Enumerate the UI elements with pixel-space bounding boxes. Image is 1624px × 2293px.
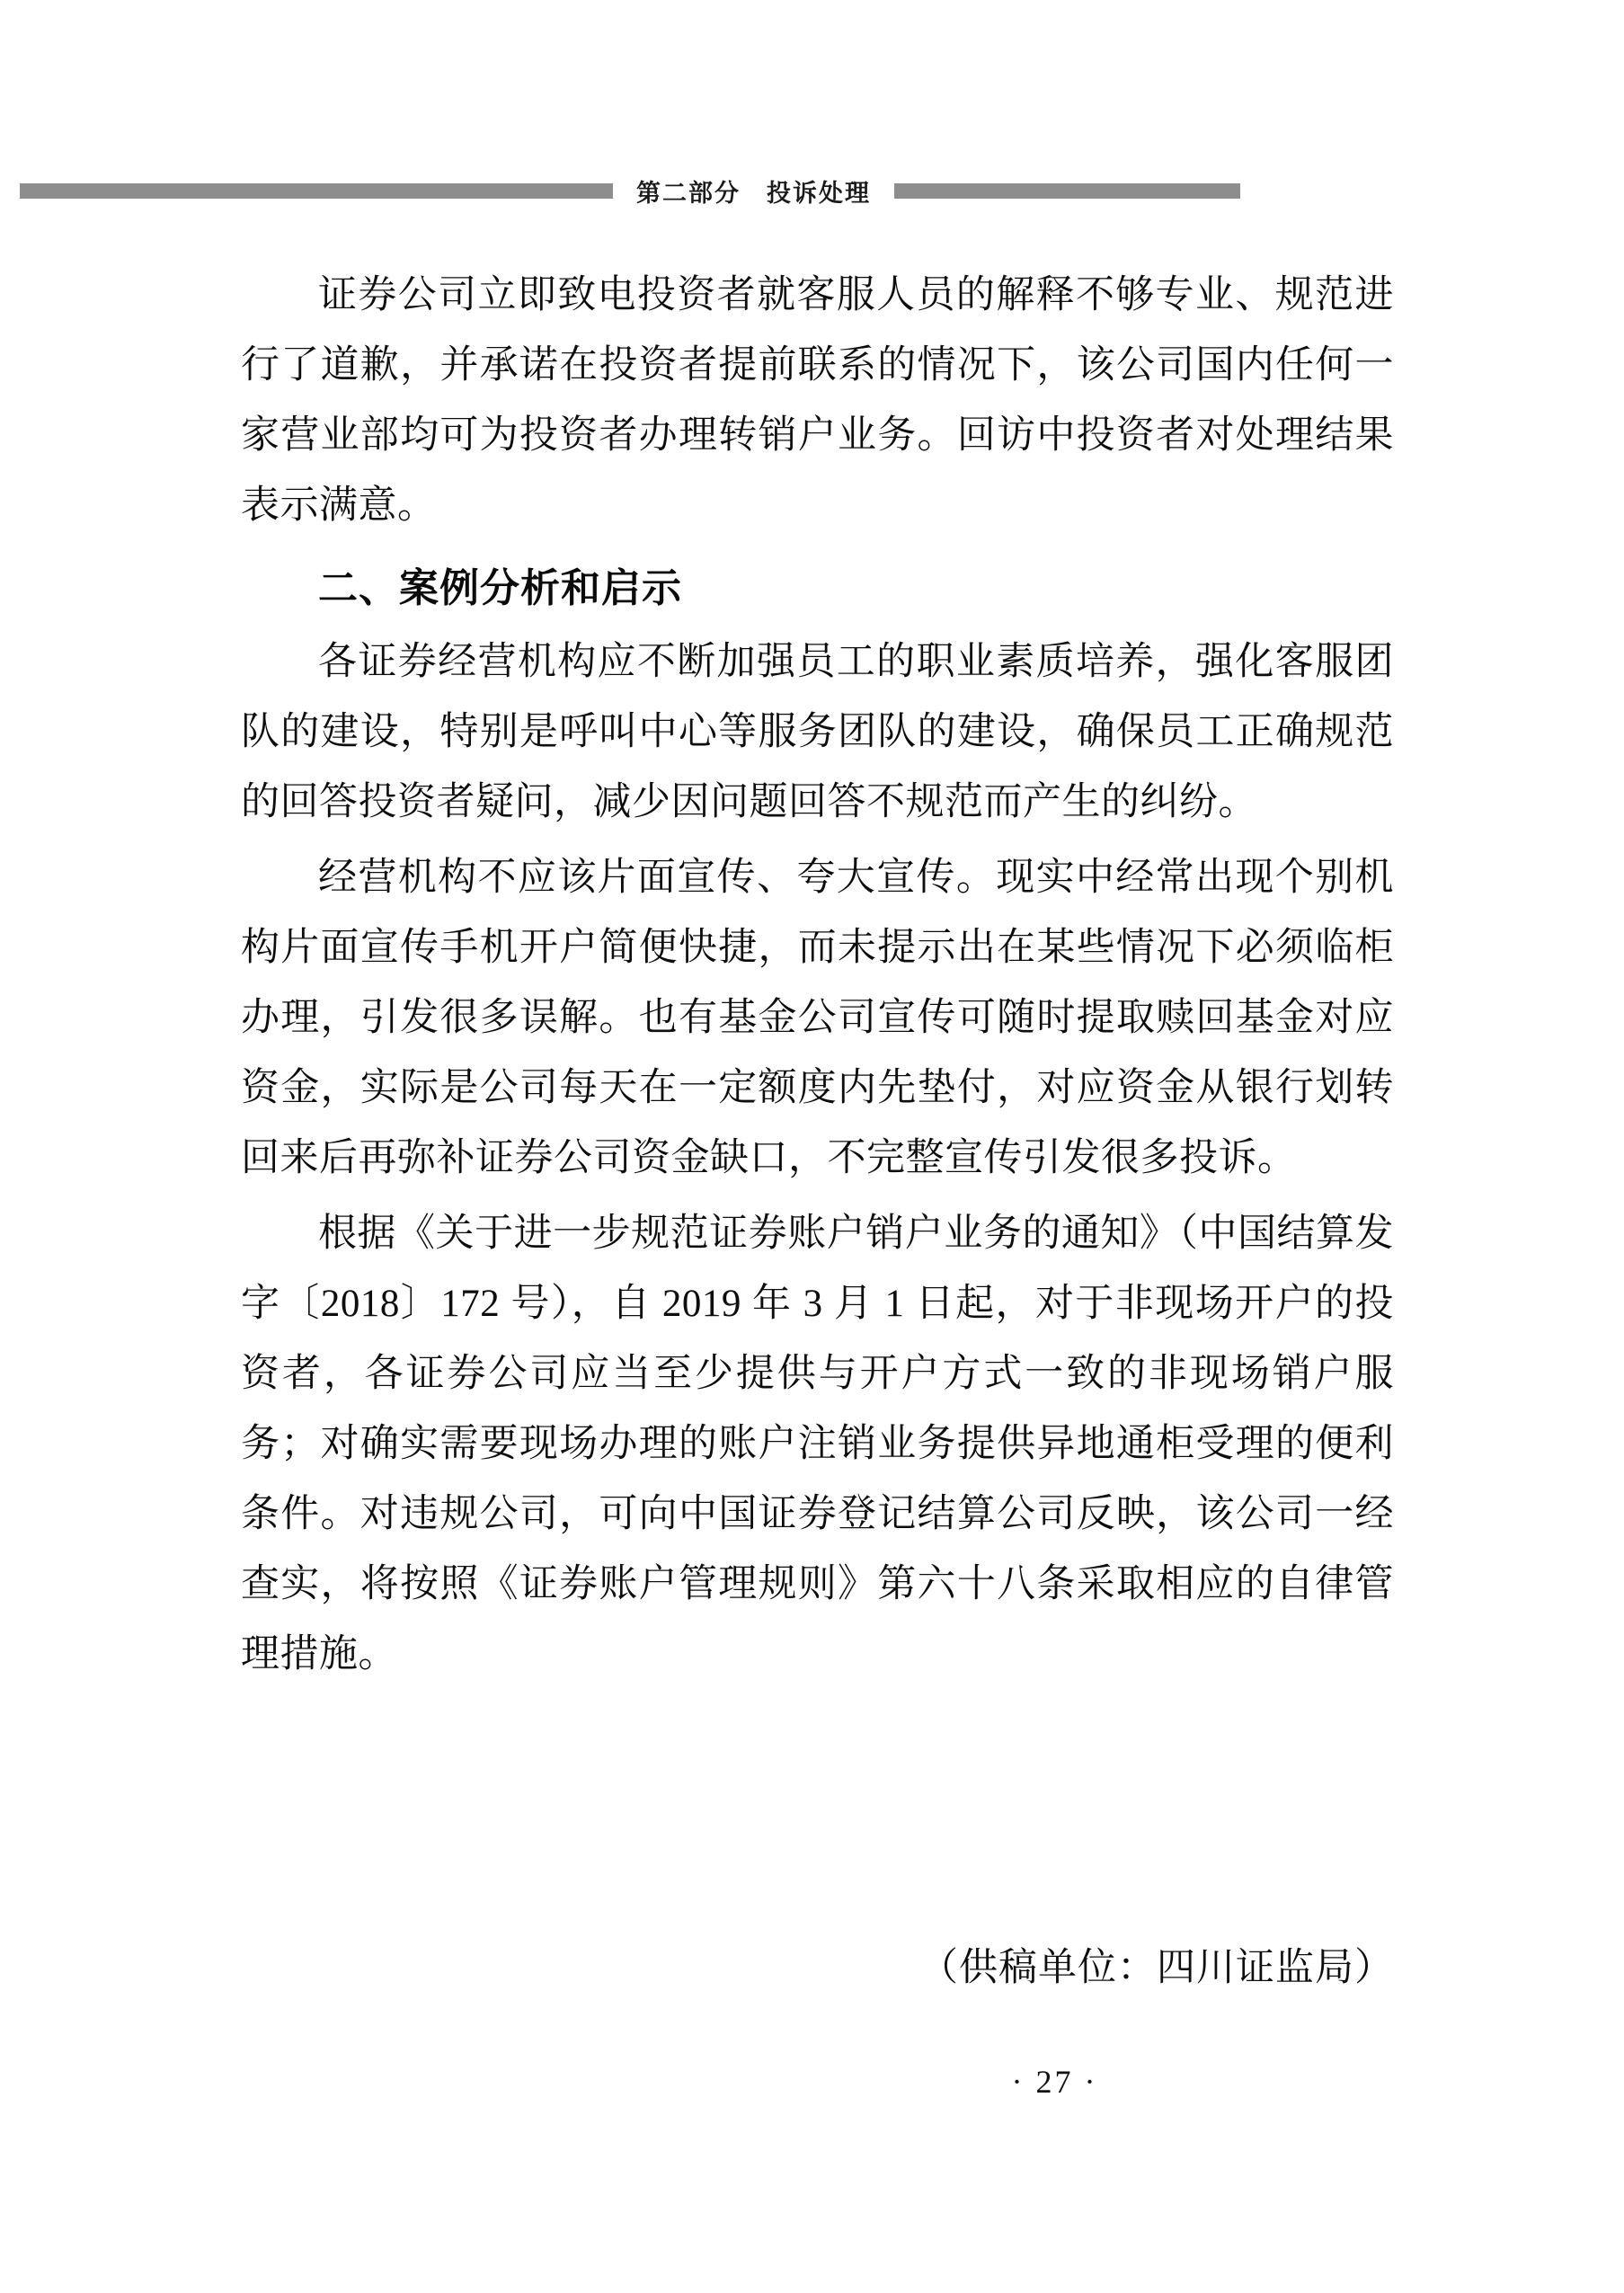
source-attribution: （供稿单位：四川证监局） — [919, 1947, 1394, 1989]
page-body — [241, 261, 1394, 1690]
section-heading: 二、案例分析和启示 — [318, 566, 682, 610]
header-title: 第二部分 投诉处理 — [636, 179, 871, 207]
page-number — [0, 2063, 1624, 2101]
header-rule-right — [894, 183, 1240, 199]
paragraph: 经营机构不应该片面宣传、夸大宣传。现实中经常出现个别机构片面宣传手机开户简便快捷，而未提示出在某些情况下必须临柜办理，引发很多误解。也有基金公司宣传可随时提取赎回基金对应资金，实际是公司每天在一定额度内先垫付，对应资金从银行划转回来后再弥补证券公司资金缺口，不完整宣传引发很多投诉。 — [241, 857, 1394, 1179]
paragraph: 各证券经营机构应不断加强员工的职业素质培养，强化客服团队的建设，特别是呼叫中心等服务团队的建设，确保员工正确规范的回答投资者疑问，减少因问题回答不规范而产生的纠纷。 — [241, 641, 1394, 823]
running-header — [0, 176, 1624, 205]
page-number-label: · 27 · — [1011, 2064, 1098, 2100]
paragraph: 证券公司立即致电投资者就客服人员的解释不够专业、规范进行了道歉，并承诺在投资者提前联系的情况下，该公司国内任何一家营业部均可为投资者办理转销户业务。回访中投资者对处理结果表示满意。 — [241, 274, 1394, 527]
paragraph: 根据《关于进一步规范证券账户销户业务的通知》（中国结算发字〔2018〕172 号），自 2019 年 3 月 1 日起，对于非现场开户的投资者，各证券公司应当至少提供与开户方式一致的非现场销户服务；对确实需要现场办理的账户注销业务提供异地通柜受理的便利条件。对违规公司，可向中国证券登记结算公司反映，该公司一经查实，将按照《证券账户管理规则》第六十八条采取相应的自律管理措施。 — [241, 1213, 1394, 1675]
header-rule-left — [20, 183, 613, 199]
